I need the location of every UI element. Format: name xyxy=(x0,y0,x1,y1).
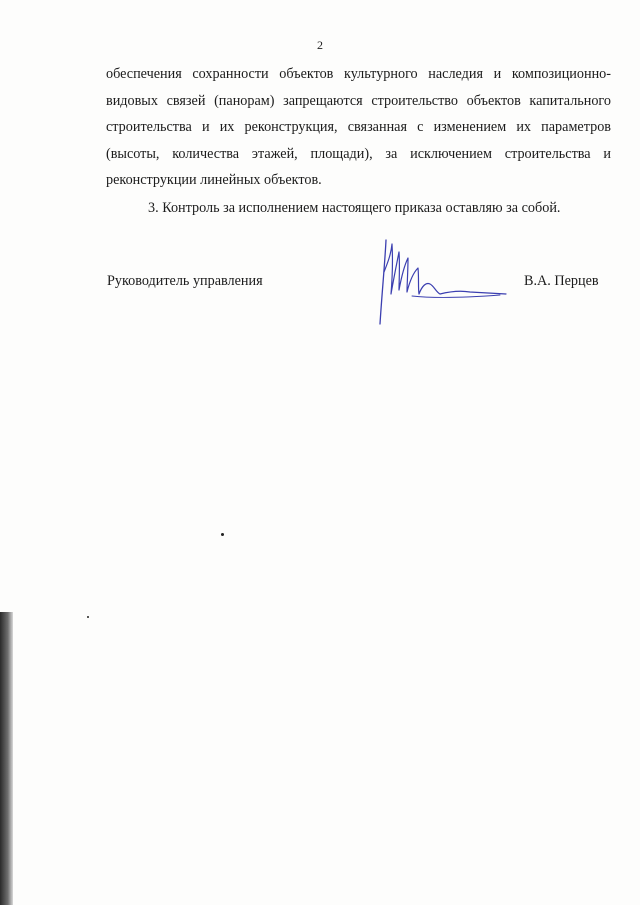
document-body xyxy=(106,61,611,221)
signatory-name: В.А. Перцев xyxy=(524,273,599,289)
scan-edge-shadow xyxy=(0,612,13,905)
handwritten-signature xyxy=(370,232,515,330)
scan-speck xyxy=(87,616,89,618)
paragraph-continuation: обеспечения сохранности объектов культурного наследия и композиционно-видовых связей (панорам) запрещаются строительство объектов капитального строительства и их реконструкция, связанная с изменением их параметров (высоты, количества этажей, площади), за исключением строительства и реконструкции линейных объектов. xyxy=(106,66,611,188)
signatory-role: Руководитель управления xyxy=(107,273,263,289)
paragraph-3: 3. Контроль за исполнением настоящего приказа оставляю за собой. xyxy=(148,199,561,216)
page-number: 2 xyxy=(317,38,323,52)
scan-speck xyxy=(221,533,224,536)
